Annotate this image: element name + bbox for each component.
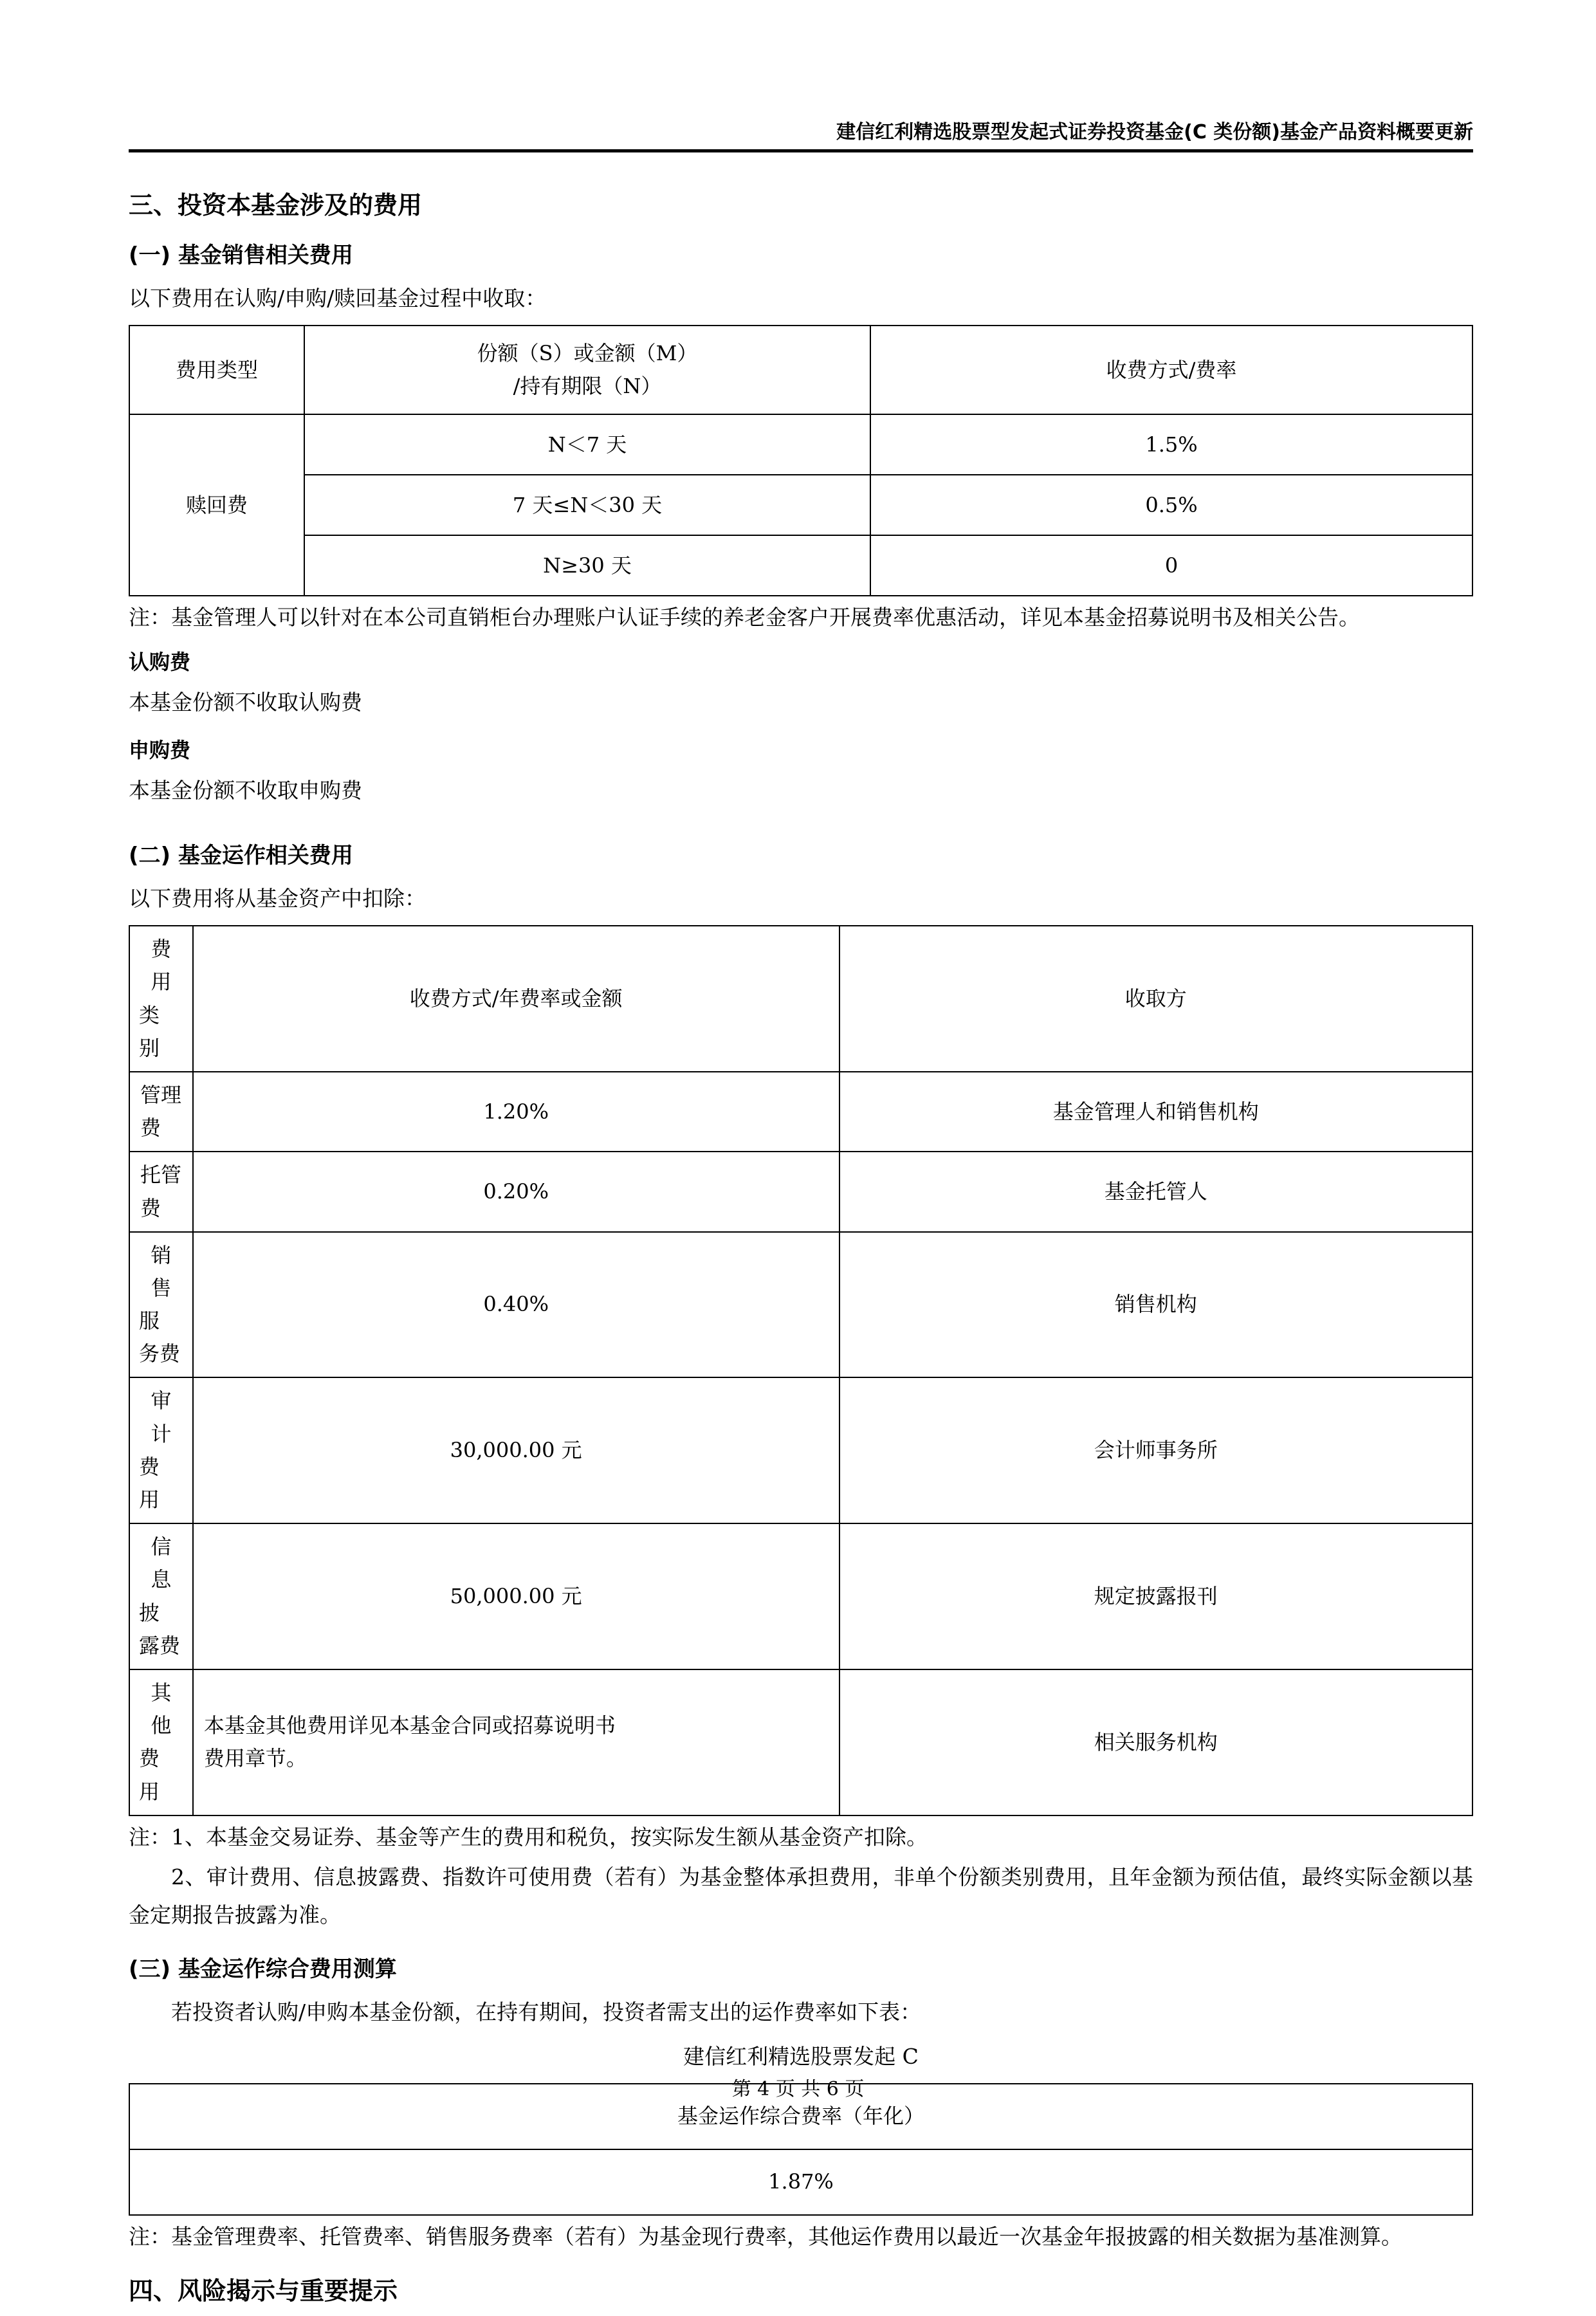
- operation-fee-note-1: 注：1、本基金交易证券、基金等产生的费用和税负，按实际发生额从基金资产扣除。: [129, 1824, 928, 1850]
- category-line-1: 审 计 费: [139, 1388, 172, 1479]
- fee-payee: 规定披露报刊: [839, 1523, 1473, 1669]
- fee-amount: 50,000.00 元: [193, 1523, 839, 1669]
- comprehensive-rate-header: 基金运作综合费率（年化）: [129, 2084, 1472, 2149]
- header-line-2: /持有期限（N）: [513, 374, 662, 399]
- table-header-cell-method: 收费方式/年费率或金额: [193, 926, 839, 1072]
- subscription-fee-heading: 认购费: [129, 649, 191, 674]
- fee-category: 托管费: [129, 1152, 193, 1231]
- sales-fee-note: 注：基金管理人可以针对在本公司直销柜台办理账户认证手续的养老金客户开展费率优惠活动，详见本基金招募说明书及相关公告。: [129, 605, 1360, 630]
- subscription-fee-text: 本基金份额不收取认购费: [129, 690, 362, 715]
- header-line-1: 费 用 类: [139, 937, 172, 1027]
- table-header-cell-fee-type: 费用类型: [129, 326, 304, 414]
- table-row: [129, 475, 1472, 535]
- comprehensive-fee-table: [129, 2083, 1473, 2216]
- table-row: [129, 2149, 1472, 2215]
- table-header-cell-amount: [304, 326, 870, 414]
- fee-category: [129, 1669, 193, 1815]
- subsection-heading-one: (一) 基金销售相关费用: [129, 243, 353, 269]
- table-header-cell-category: [129, 926, 193, 1072]
- fee-amount: 0.20%: [193, 1152, 839, 1231]
- document-body: [129, 179, 1473, 2316]
- header-line-2: 别: [139, 1035, 160, 1060]
- section-heading-four: 四、风险揭示与重要提示: [129, 2277, 398, 2306]
- redemption-rate: 0: [870, 535, 1472, 596]
- category-line-1: 其 他 费: [139, 1680, 172, 1771]
- table-row: [129, 1152, 1472, 1231]
- redemption-rate: 1.5%: [870, 414, 1472, 475]
- amount-line-1: 本基金其他费用详见本基金合同或招募说明书: [203, 1713, 616, 1738]
- table-row: [129, 1232, 1472, 1378]
- fee-amount: [193, 1669, 839, 1815]
- sales-fee-intro: 以下费用在认购/申购/赎回基金过程中收取：: [129, 286, 547, 311]
- fee-amount: 0.40%: [193, 1232, 839, 1378]
- fee-amount: 1.20%: [193, 1072, 839, 1152]
- spacer: [129, 813, 1473, 830]
- operation-fee-intro: 以下费用将从基金资产中扣除：: [129, 886, 426, 912]
- page-footer: 第 4 页 共 6 页: [731, 2078, 865, 2100]
- redemption-condition: 7 天≤N＜30 天: [304, 475, 870, 535]
- category-line-2: 用: [139, 1779, 160, 1804]
- redemption-condition: N≥30 天: [304, 535, 870, 596]
- amount-line-2: 费用章节。: [203, 1746, 307, 1771]
- table-header-cell-payee: 收取方: [839, 926, 1473, 1072]
- operation-fee-table: [129, 925, 1473, 1816]
- fee-category: 管理费: [129, 1072, 193, 1152]
- purchase-fee-heading: 申购费: [129, 738, 191, 763]
- table-row: [129, 1377, 1472, 1523]
- category-line-1: 销 售 服: [139, 1242, 172, 1334]
- redemption-condition: N＜7 天: [304, 414, 870, 475]
- fee-category: [129, 1232, 193, 1378]
- table-row: [129, 1523, 1472, 1669]
- category-line-1: 信 息 披: [139, 1534, 172, 1625]
- fee-payee: 销售机构: [839, 1232, 1473, 1378]
- fee-category: [129, 1523, 193, 1669]
- category-line-2: 用: [139, 1487, 160, 1512]
- table-header-cell-rate: 收费方式/费率: [870, 326, 1472, 414]
- fee-payee: 基金托管人: [839, 1152, 1473, 1231]
- table-row: [129, 1669, 1472, 1815]
- fund-share-name: 建信红利精选股票发起 C: [683, 2043, 919, 2069]
- category-line-2: 务费: [139, 1341, 181, 1366]
- sales-fee-table: [129, 325, 1473, 596]
- comprehensive-fee-intro: 若投资者认购/申购本基金份额，在持有期间，投资者需支出的运作费率如下表：: [171, 1999, 922, 2025]
- section-heading-three: 三、投资本基金涉及的费用: [129, 191, 423, 219]
- fee-category: [129, 1377, 193, 1523]
- fee-payee: 基金管理人和销售机构: [839, 1072, 1473, 1152]
- comprehensive-rate-value: 1.87%: [129, 2149, 1472, 2215]
- operation-fee-note-2: 2、审计费用、信息披露费、指数许可使用费（若有）为基金整体承担费用，非单个份额类别费用，且年金额为预估值，最终实际金额以基金定期报告披露为准。: [129, 1864, 1473, 1928]
- subsection-heading-two: (二) 基金运作相关费用: [129, 843, 353, 869]
- spacer: [129, 2256, 1473, 2265]
- table-header-row: [129, 926, 1472, 1072]
- category-line-2: 露费: [139, 1633, 181, 1658]
- header-rule: [129, 149, 1473, 152]
- table-row: [129, 535, 1472, 596]
- redemption-rate: 0.5%: [870, 475, 1472, 535]
- table-header-row: [129, 326, 1472, 414]
- fee-payee: 相关服务机构: [839, 1669, 1473, 1815]
- comprehensive-fee-note: 注：基金管理费率、托管费率、销售服务费率（若有）为基金现行费率，其他运作费用以最近一次基金年报披露的相关数据为基准测算。: [129, 2223, 1402, 2249]
- spacer: [129, 1935, 1473, 1944]
- running-header: 建信红利精选股票型发起式证券投资基金(C 类份额)基金产品资料概要更新: [836, 121, 1473, 143]
- table-row: [129, 414, 1472, 475]
- purchase-fee-text: 本基金份额不收取申购费: [129, 778, 362, 804]
- fee-amount: 30,000.00 元: [193, 1377, 839, 1523]
- table-row: [129, 1072, 1472, 1152]
- redemption-fee-label: 赎回费: [129, 414, 304, 596]
- subsection-heading-three: (三) 基金运作综合费用测算: [129, 1956, 397, 1982]
- header-line-1: 份额（S）或金额（M）: [477, 340, 698, 365]
- fee-payee: 会计师事务所: [839, 1377, 1473, 1523]
